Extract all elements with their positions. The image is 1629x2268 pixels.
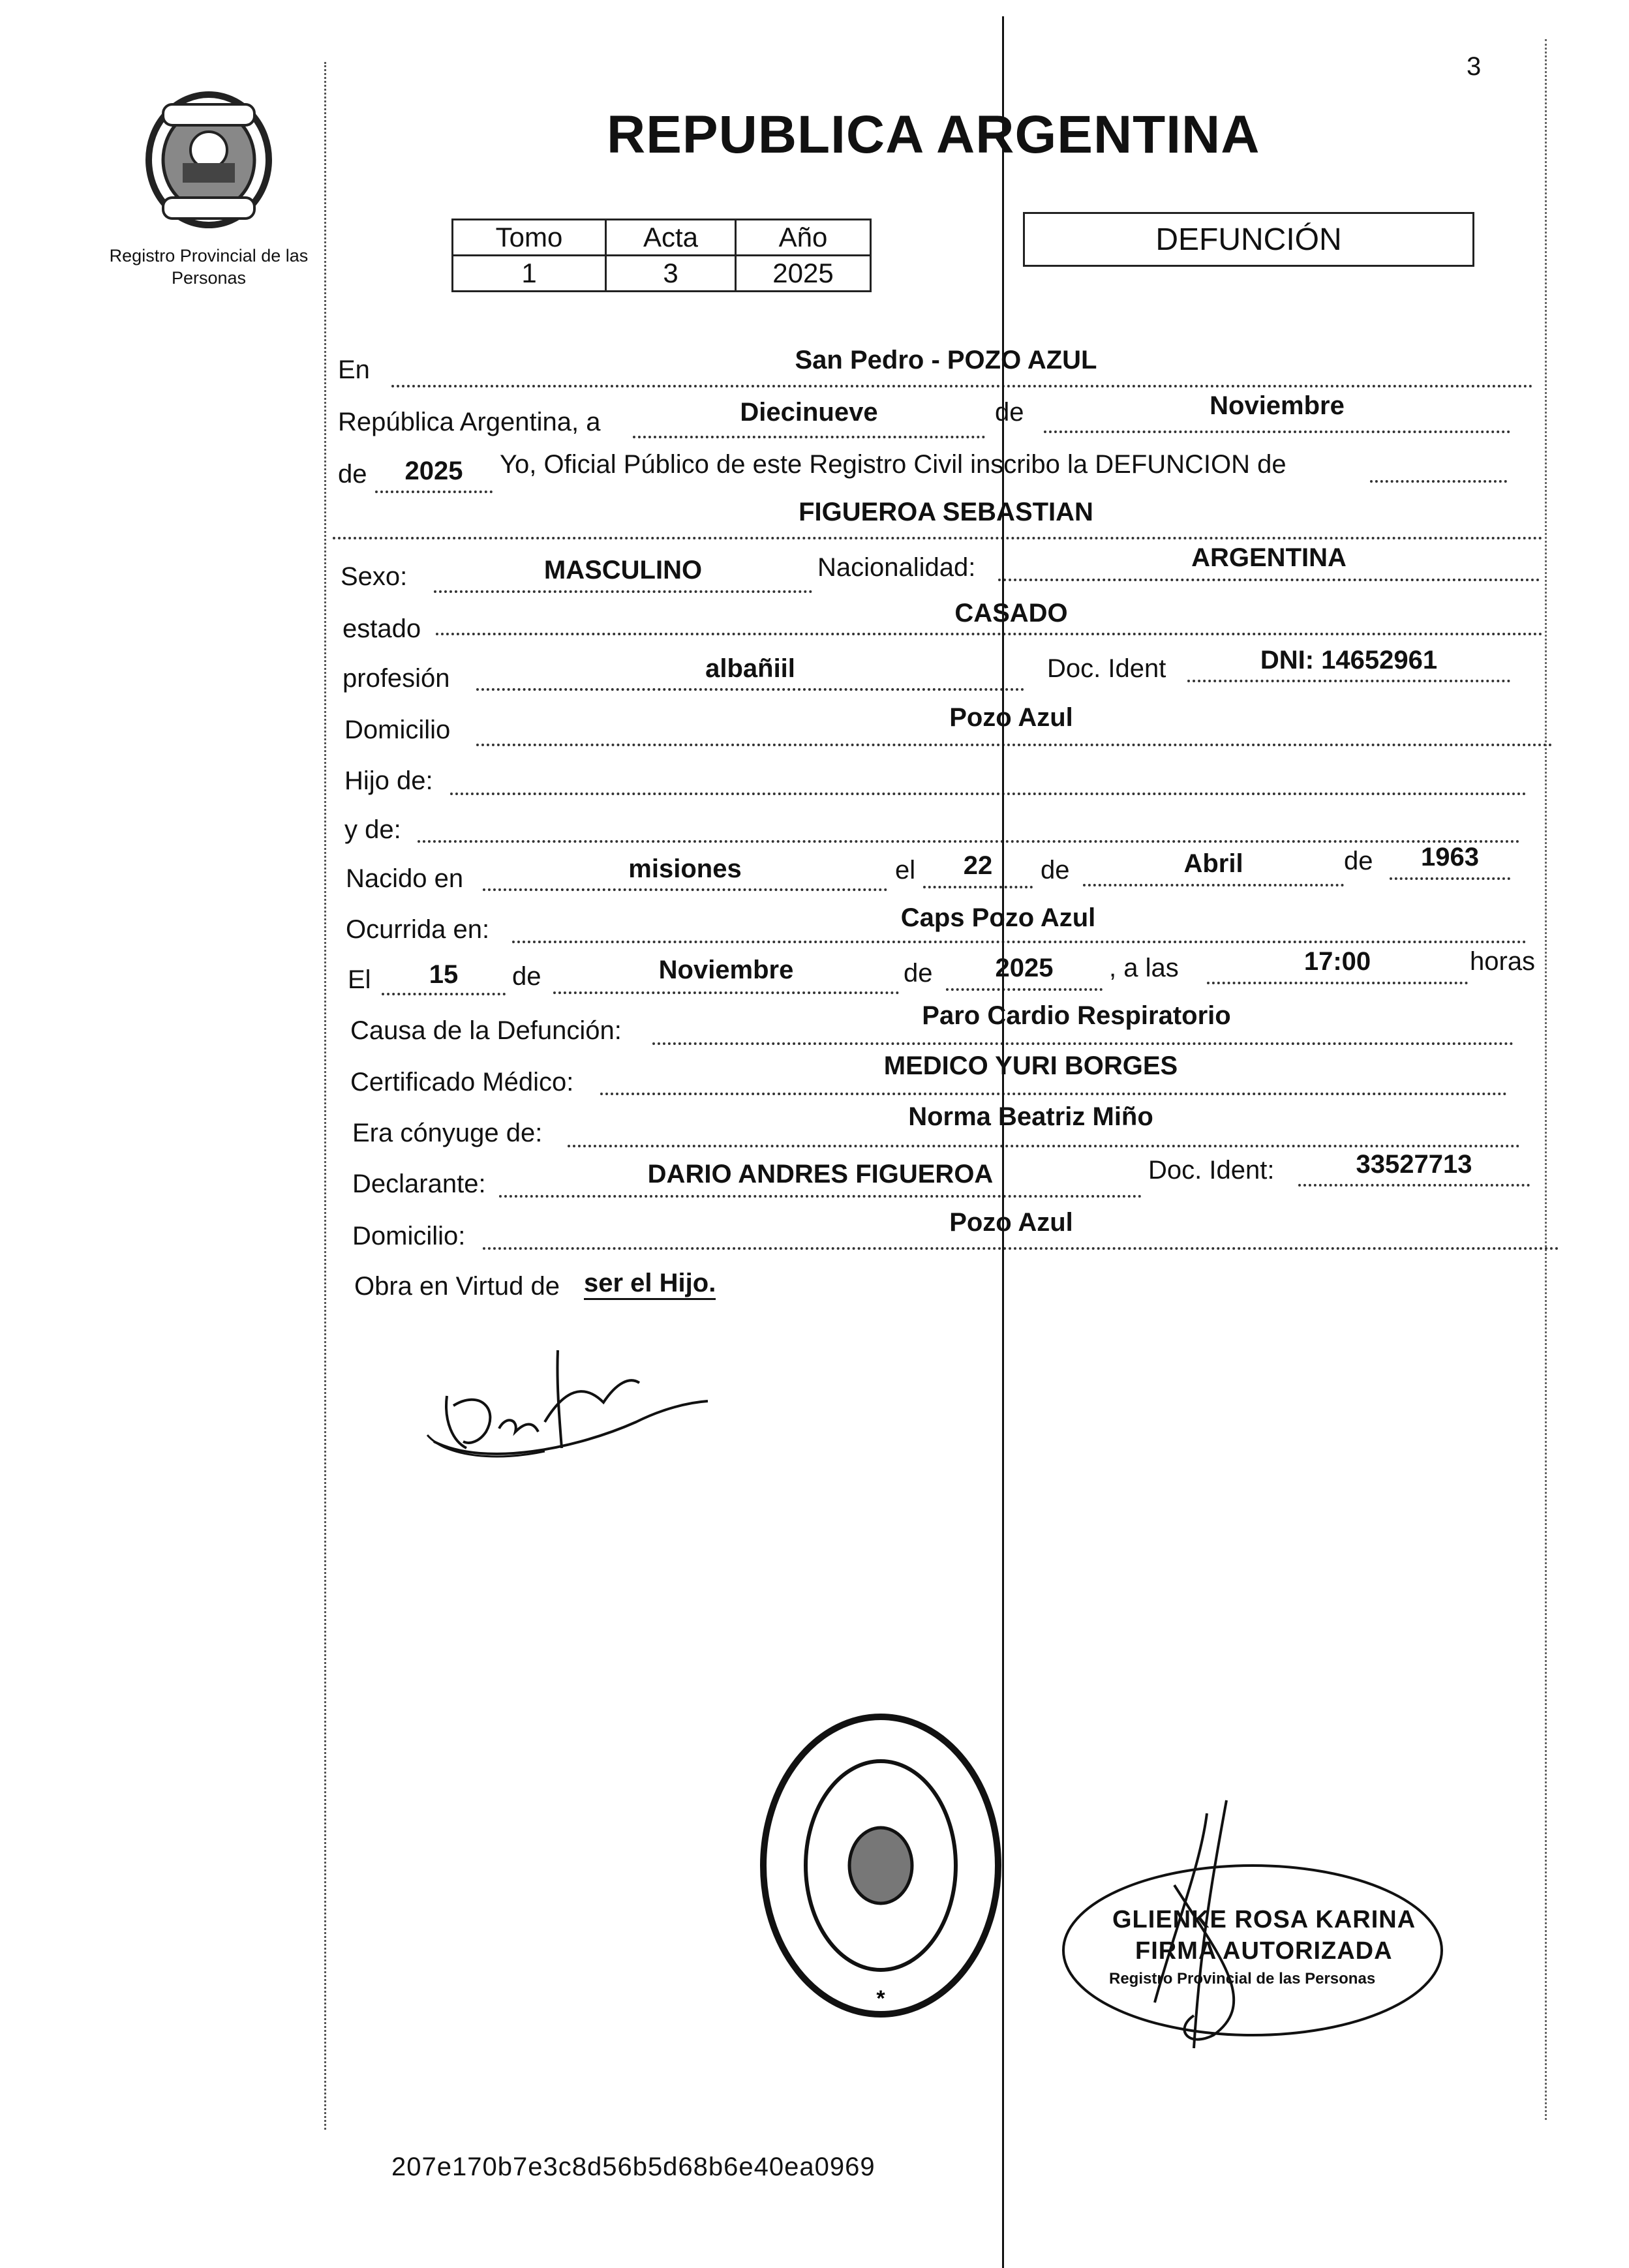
conyuge-label: Era cónyuge de: — [352, 1119, 543, 1147]
def-de-label-2: de — [904, 959, 933, 988]
causa-label: Causa de la Defunción: — [350, 1016, 622, 1045]
certificado-dots — [600, 1093, 1507, 1095]
def-mes-dots — [553, 991, 899, 994]
tomo-header: Tomo — [453, 220, 606, 256]
declarante-domicilio-value: Pozo Azul — [949, 1208, 1073, 1237]
def-dia-value: 15 — [429, 960, 459, 989]
page-number: 3 — [1467, 52, 1482, 81]
domicilio-label: Domicilio — [344, 716, 451, 744]
nacido-anio-value: 1963 — [1421, 843, 1479, 871]
de-label-1: de — [995, 398, 1024, 427]
provincial-seal-logo — [134, 82, 284, 238]
hora-dots — [1207, 982, 1468, 984]
y-de-dots — [418, 840, 1520, 843]
de-label-2: de — [338, 460, 367, 489]
official-role: FIRMA AUTORIZADA — [1135, 1937, 1393, 1965]
nacido-de-label-1: de — [1041, 856, 1070, 885]
place-value: San Pedro - POZO AZUL — [795, 346, 1097, 374]
declarante-domicilio-dots — [483, 1247, 1559, 1250]
oficial-dots — [1370, 480, 1507, 483]
hijo-de-dots — [450, 793, 1527, 795]
mes-dots — [1044, 431, 1510, 433]
doc-ident-value: DNI: 14652961 — [1260, 646, 1438, 674]
ocurrida-en-dots — [512, 941, 1527, 943]
nacido-de-label-2: de — [1344, 847, 1373, 875]
declarante-value: DARIO ANDRES FIGUEROA — [647, 1160, 994, 1188]
anio-value: 2025 — [736, 256, 871, 292]
ocurrida-en-label: Ocurrida en: — [346, 915, 490, 944]
doc-ident-label: Doc. Ident — [1047, 654, 1166, 683]
nacido-en-label: Nacido en — [346, 864, 464, 893]
nacionalidad-dots — [998, 579, 1540, 581]
nacido-mes-value: Abril — [1183, 849, 1243, 878]
ocurrida-en-value: Caps Pozo Azul — [900, 903, 1096, 932]
profesion-dots-line — [476, 688, 1024, 691]
def-anio-dots — [946, 988, 1103, 991]
right-margin-line — [1545, 39, 1547, 2120]
obra-label: Obra en Virtud de — [354, 1272, 560, 1301]
document-hash: 207e170b7e3c8d56b5d68b6e40ea0969 — [391, 2153, 875, 2181]
profesion-value: albañiil — [705, 654, 795, 683]
def-anio-value: 2025 — [995, 954, 1054, 982]
left-margin-line — [324, 62, 326, 2130]
profesion-label: profesión — [343, 664, 450, 693]
estado-label: estado — [343, 614, 421, 643]
declarante-doc-value: 33527713 — [1356, 1150, 1472, 1179]
y-de-label: y de: — [344, 815, 401, 844]
nacionalidad-label: Nacionalidad: — [817, 553, 976, 582]
book-reference-table — [451, 219, 872, 292]
dia-value: Diecinueve — [740, 398, 878, 427]
certificado-label: Certificado Médico: — [350, 1068, 574, 1096]
dia-dots — [633, 436, 985, 438]
conyuge-value: Norma Beatriz Miño — [908, 1102, 1153, 1131]
declarante-doc-label: Doc. Ident: — [1148, 1156, 1275, 1185]
acta-header: Acta — [606, 220, 736, 256]
def-mes-value: Noviembre — [658, 956, 794, 984]
anio-value: 2025 — [404, 457, 463, 485]
nacido-mes-dots — [1083, 884, 1344, 886]
nacido-en-value: misiones — [628, 854, 742, 883]
sexo-value: MASCULINO — [543, 556, 703, 584]
nacido-dia-dots — [923, 886, 1033, 888]
def-de-label-1: de — [512, 962, 541, 991]
domicilio-dots — [476, 744, 1553, 746]
en-dots — [391, 385, 1533, 387]
document-type: DEFUNCIÓN — [1155, 222, 1342, 257]
el-label: El — [348, 965, 371, 994]
nacido-en-dots — [483, 888, 887, 891]
hora-value: 17:00 — [1303, 947, 1371, 976]
causa-value: Paro Cardio Respiratorio — [922, 1001, 1231, 1030]
republica-a-label: República Argentina, a — [338, 408, 601, 436]
nacido-dia-value: 22 — [963, 851, 993, 880]
delegation-oval-seal — [757, 1709, 1005, 2022]
causa-dots — [652, 1042, 1514, 1045]
official-org: Registro Provincial de las Personas — [1109, 1970, 1376, 1988]
oficial-text: Yo, Oficial Público de este Registro Civil inscribo la DEFUNCION de — [500, 450, 1286, 479]
sexo-label: Sexo: — [341, 562, 408, 591]
fold-line — [1002, 16, 1004, 2268]
official-name: GLIENKE ROSA KARINA — [1112, 1906, 1416, 1933]
declarante-doc-dots — [1298, 1184, 1530, 1187]
anio-header: Año — [736, 220, 871, 256]
declarante-label: Declarante: — [352, 1170, 486, 1198]
declarant-signature — [408, 1344, 714, 1474]
acta-value: 3 — [606, 256, 736, 292]
deceased-name: FIGUEROA SEBASTIAN — [799, 498, 1093, 526]
a-las-label: , a las — [1109, 954, 1179, 982]
horas-label: horas — [1470, 947, 1536, 976]
nacido-anio-dots — [1390, 877, 1510, 880]
svg-text:*: * — [876, 1986, 885, 2011]
nacionalidad-value: ARGENTINA — [1191, 543, 1347, 572]
vinculo-value: ser el Hijo. — [584, 1269, 716, 1300]
estado-value: CASADO — [954, 599, 1068, 627]
sexo-dots — [434, 590, 812, 593]
doc-ident-dots — [1187, 680, 1510, 682]
mes-value: Noviembre — [1210, 391, 1345, 420]
name-dots — [333, 537, 1543, 539]
conyuge-dots — [568, 1145, 1520, 1147]
hijo-de-label: Hijo de: — [344, 766, 433, 795]
document-type-box — [1023, 212, 1474, 267]
en-label: En — [338, 355, 370, 384]
certificado-value: MEDICO YURI BORGES — [883, 1051, 1178, 1080]
domicilio-value: Pozo Azul — [949, 703, 1073, 732]
def-dia-dots — [382, 993, 506, 995]
nacido-el-label: el — [895, 856, 916, 885]
estado-dots — [436, 633, 1543, 635]
anio-dots — [375, 491, 493, 493]
registry-name: Registro Provincial de las Personas — [109, 246, 309, 288]
tomo-value: 1 — [453, 256, 606, 292]
declarante-domicilio-label: Domicilio: — [352, 1222, 466, 1250]
document-title: REPUBLICA ARGENTINA — [607, 105, 1260, 164]
declarante-dots — [499, 1195, 1142, 1198]
